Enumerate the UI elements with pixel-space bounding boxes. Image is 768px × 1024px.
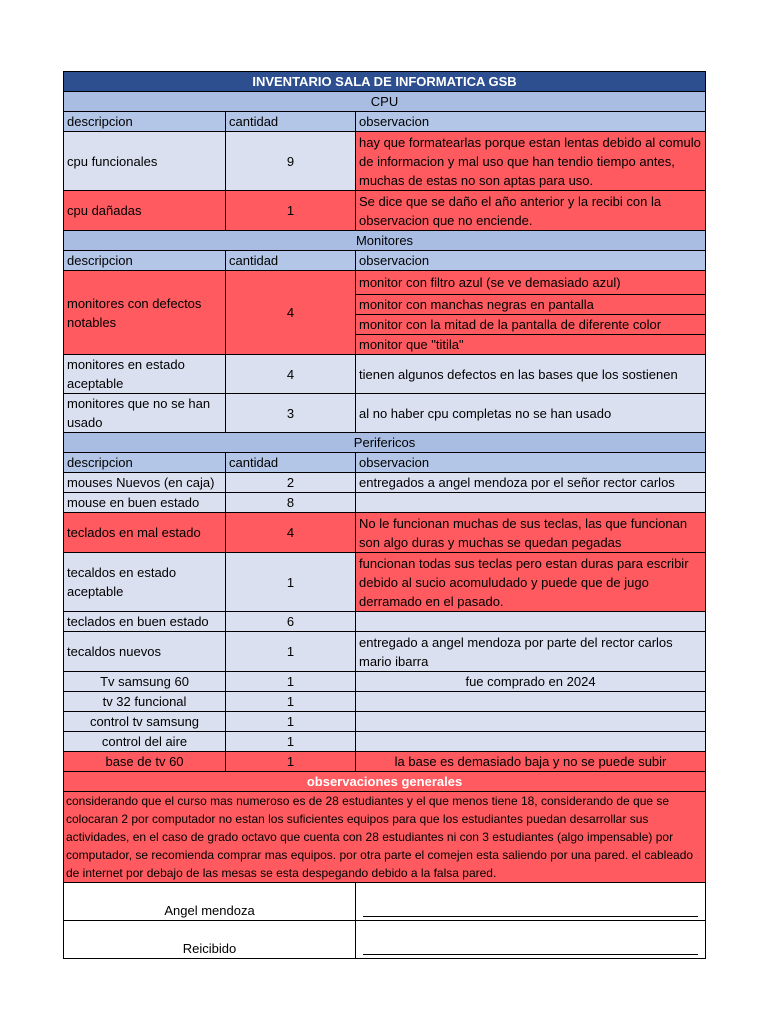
table-row [64,672,706,692]
signature-name: Angel mendoza [64,883,356,921]
row-qty: 1 [226,632,356,672]
row-obs: fue comprado en 2024 [356,672,706,692]
table-row [64,394,706,433]
table-row [64,513,706,553]
table-row [64,493,706,513]
section-cpu: CPU [64,92,706,112]
header-row-cpu [64,112,706,132]
table-row [64,692,706,712]
row-desc: tv 32 funcional [64,692,226,712]
row-desc: cpu funcionales [64,132,226,191]
table-row [64,632,706,672]
row-qty: 1 [226,712,356,732]
row-desc: Tv samsung 60 [64,672,226,692]
row-desc: monitores con defectos notables [64,271,226,355]
signature-line[interactable] [356,883,706,921]
row-obs: entregados a angel mendoza por el señor rector carlos [356,473,706,493]
inventory-table [63,71,706,959]
row-obs [356,612,706,632]
row-qty: 9 [226,132,356,191]
table-row [64,712,706,732]
row-obs: monitor con manchas negras en pantalla [356,295,706,315]
general-observations-row [64,792,706,883]
row-obs: la base es demasiado baja y no se puede subir [356,752,706,772]
row-obs: tienen algunos defectos en las bases que los sostienen [356,355,706,394]
signature-row [64,921,706,959]
row-qty: 1 [226,672,356,692]
header-observacion: observacion [356,112,706,132]
header-row-monitores [64,251,706,271]
table-row [64,191,706,231]
header-cantidad: cantidad [226,251,356,271]
general-observations-text: considerando que el curso mas numeroso es de 28 estudiantes y el que menos tiene 18, considerando de que se colocaran 2 por computador no estan los suficientes equipos para que los estudiantes puedan desarrollar sus actividades, en el caso de grado octavo que cuenta con 28 estudiantes ni con 3 estudiantes (algo impensable) por computador, se recomienda comprar mas equipos. por otra parte el comejen esta saliendo por una pared. el cableado de internet por debajo de las mesas se esta despegando debido a la falsa pared. [64,792,706,883]
row-qty: 3 [226,394,356,433]
row-obs: entregado a angel mendoza por parte del rector carlos mario ibarra [356,632,706,672]
row-desc: tecaldos nuevos [64,632,226,672]
row-obs: funcionan todas sus teclas pero estan duras para escribir debido al sucio acomuludado y puede que de jugo derramado en el pasado. [356,553,706,612]
row-obs [356,712,706,732]
header-row-perifericos [64,453,706,473]
row-qty: 1 [226,752,356,772]
table-row [64,553,706,612]
received-signature-line[interactable] [356,921,706,959]
row-qty: 1 [226,191,356,231]
title-row [64,72,706,92]
table-row [64,355,706,394]
row-obs: monitor con la mitad de la pantalla de diferente color [356,315,706,335]
row-obs: al no haber cpu completas no se han usado [356,394,706,433]
row-qty: 2 [226,473,356,493]
row-desc: monitores que no se han usado [64,394,226,433]
row-desc: teclados en buen estado [64,612,226,632]
row-obs: monitor con filtro azul (se ve demasiado azul) [356,271,706,295]
row-desc: teclados en mal estado [64,513,226,553]
row-obs: No le funcionan muchas de sus teclas, las que funcionan son algo duras y muchas se quedan pegadas [356,513,706,553]
header-descripcion: descripcion [64,251,226,271]
header-cantidad: cantidad [226,112,356,132]
header-observacion: observacion [356,251,706,271]
row-qty: 1 [226,692,356,712]
row-obs: hay que formatearlas porque estan lentas debido al comulo de informacion y mal uso que han tendio tiempo antes, muchas de estas no son aptas para uso. [356,132,706,191]
sheet-title: INVENTARIO SALA DE INFORMATICA GSB [64,72,706,92]
row-qty: 1 [226,553,356,612]
header-cantidad: cantidad [226,453,356,473]
row-desc: mouse en buen estado [64,493,226,513]
row-qty: 4 [226,355,356,394]
row-obs [356,493,706,513]
row-qty: 1 [226,732,356,752]
row-desc: base de tv 60 [64,752,226,772]
row-desc: monitores en estado aceptable [64,355,226,394]
row-obs: monitor que "titila" [356,335,706,355]
row-obs [356,692,706,712]
row-desc: control tv samsung [64,712,226,732]
header-descripcion: descripcion [64,112,226,132]
table-row [64,752,706,772]
row-desc: cpu dañadas [64,191,226,231]
section-monitores: Monitores [64,231,706,251]
row-desc: tecaldos en estado aceptable [64,553,226,612]
row-obs [356,732,706,752]
general-observations-title: observaciones generales [64,772,706,792]
row-qty: 4 [226,271,356,355]
section-perifericos: Perifericos [64,433,706,453]
row-obs: Se dice que se daño el año anterior y la recibi con la observacion que no enciende. [356,191,706,231]
table-row [64,132,706,191]
header-descripcion: descripcion [64,453,226,473]
row-qty: 8 [226,493,356,513]
signature-row [64,883,706,921]
table-row [64,271,706,295]
row-desc: control del aire [64,732,226,752]
row-qty: 4 [226,513,356,553]
table-row [64,473,706,493]
row-qty: 6 [226,612,356,632]
row-desc: mouses Nuevos (en caja) [64,473,226,493]
header-observacion: observacion [356,453,706,473]
table-row [64,732,706,752]
received-name: Reicibido [64,921,356,959]
table-row [64,612,706,632]
